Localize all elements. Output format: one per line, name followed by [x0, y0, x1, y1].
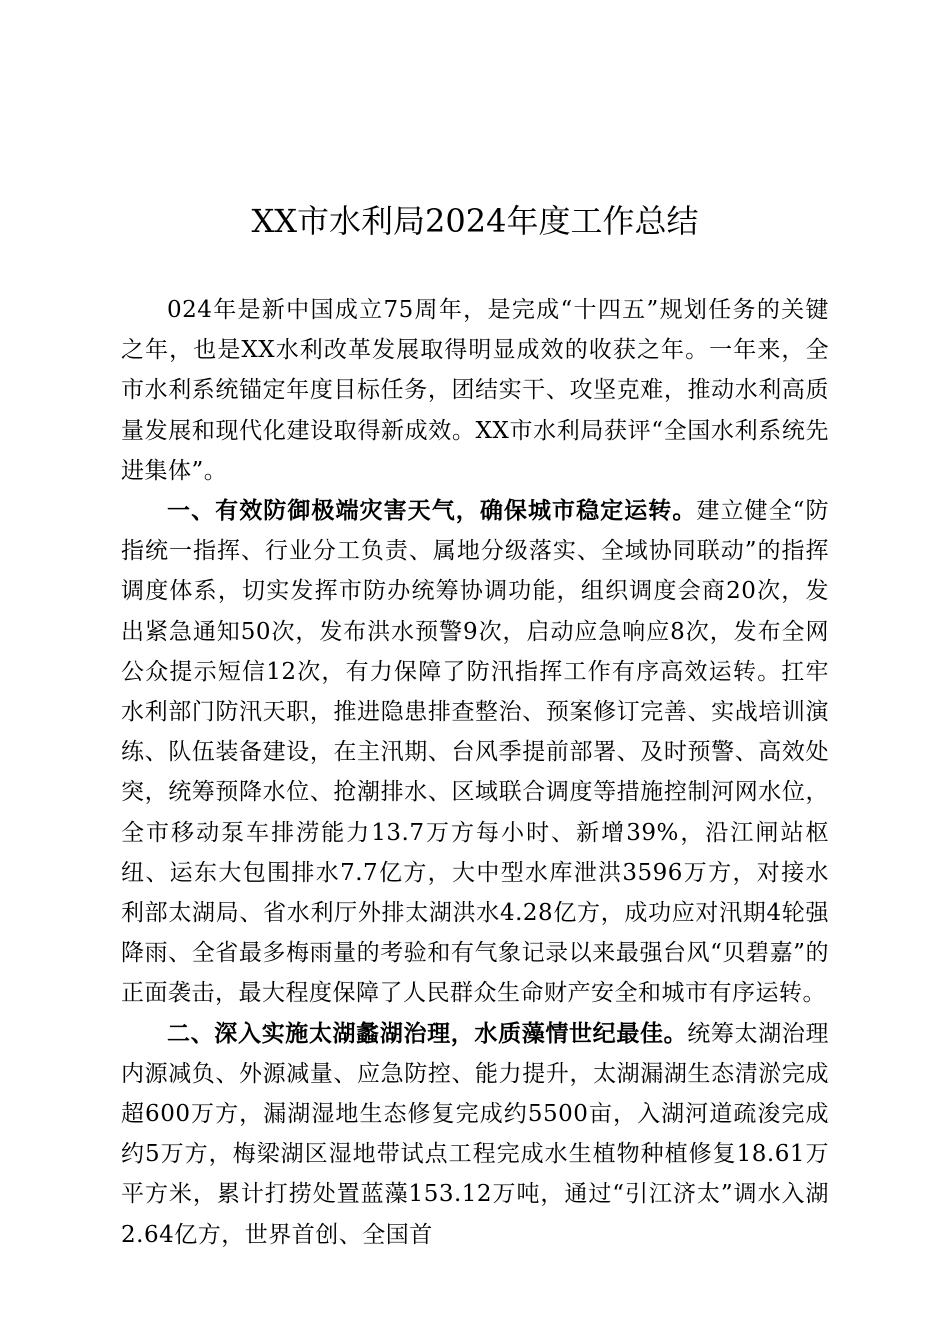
intro-paragraph: 024年是新中国成立75周年，是完成“十四五”规划任务的关键之年，也是XX水利改革发展取得明显成效的收获之年。一年来，全市水利系统锚定年度目标任务，团结实干、攻坚克难，推动水利高质量发展和现代化建设取得新成效。XX市水利局获评“全国水利系统先进集体”。	[121, 297, 829, 484]
section-1-body: 建立健全“防指统一指挥、行业分工负责、属地分级落实、全域协同联动”的指挥调度体系，切实发挥市防办统筹协调功能，组织调度会商20次，发出紧急通知50次，发布洪水预警9次，启动应急响应8次，发布全网公众提示短信12次，有力保障了防汛指挥工作有序高效运转。扛牢水利部门防汛天职，推进隐患排查整治、预案修订完善、实战培训演练、队伍装备建设，在主汛期、台风季提前部署、及时预警、高效处突，统筹预降水位、抢潮排水、区域联合调度等措施控制河网水位，全市移动泵车排涝能力13.7万方每小时、新增39%，沿江闸站枢纽、运东大包围排水7.7亿方，大中型水库泄洪3596万方，对接水利部太湖局、省水利厅外排太湖洪水4.28亿方，成功应对汛期4轮强降雨、全省最多梅雨量的考验和有气象记录以来最强台风“贝碧嘉”的正面袭击，最大程度保障了人民群众生命财产安全和城市有序运转。	[121, 498, 830, 1007]
section-1-paragraph	[121, 491, 829, 1014]
document-title: XX市水利局2024年度工作总结	[251, 202, 699, 240]
section-1-heading: 一、有效防御极端灾害天气，确保城市稳定运转。	[167, 498, 697, 525]
document-body	[121, 290, 829, 1255]
section-2-heading: 二、深入实施太湖蠡湖治理，水质藻情世纪最佳。	[167, 1020, 688, 1047]
section-2-body: 统筹太湖治理内源减负、外源减量、应急防控、能力提升，太湖漏湖生态清淤完成超600万方，漏湖湿地生态修复完成约5500亩，入湖河道疏浚完成约5万方，梅梁湖区湿地带试点工程完成水生植物种植修复18.61万平方米，累计打捞处置蓝藻153.12万吨，通过“引江济太”调水入湖2.64亿方，世界首创、全国首	[121, 1020, 830, 1248]
section-2-paragraph	[121, 1014, 829, 1255]
